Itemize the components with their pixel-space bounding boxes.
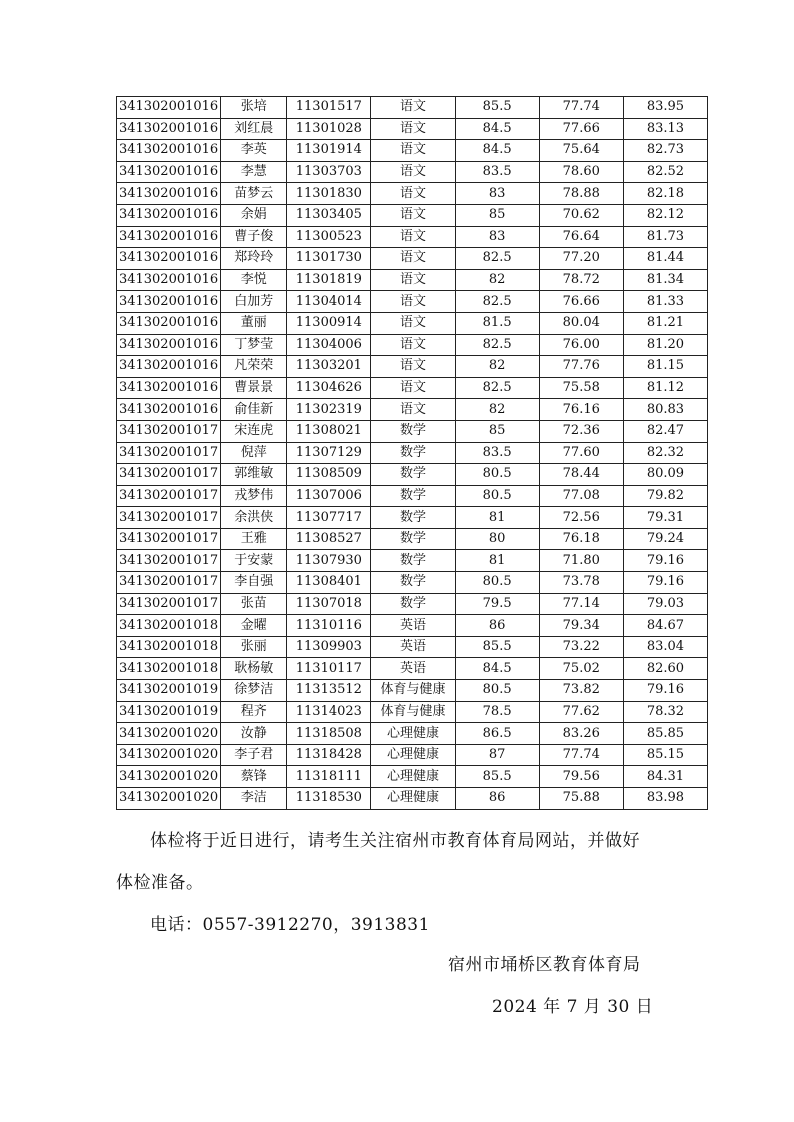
candidate-name-cell: 凡荣荣: [221, 356, 287, 378]
candidate-name-cell: 张丽: [221, 636, 287, 658]
total-score-cell: 82.18: [623, 183, 707, 205]
exam-number-cell: 11308509: [287, 464, 371, 486]
interview-score-cell: 77.60: [539, 442, 623, 464]
table-row: [117, 248, 708, 270]
candidate-name-cell: 张培: [221, 97, 287, 119]
candidate-name-cell: 李洁: [221, 788, 287, 810]
total-score-cell: 82.32: [623, 442, 707, 464]
total-score-cell: 79.16: [623, 572, 707, 594]
candidate-name-cell: 余洪侠: [221, 507, 287, 529]
written-score-cell: 86: [455, 788, 539, 810]
total-score-cell: 78.32: [623, 701, 707, 723]
written-score-cell: 81.5: [455, 312, 539, 334]
table-row: [117, 464, 708, 486]
exam-number-cell: 11303201: [287, 356, 371, 378]
exam-number-cell: 11314023: [287, 701, 371, 723]
notice-line-1: 体检将于近日进行，请考生关注宿州市教育体育局网站，并做好: [150, 831, 640, 851]
written-score-cell: 82.5: [455, 248, 539, 270]
position-code-cell: 341302001016: [117, 183, 221, 205]
written-score-cell: 85: [455, 420, 539, 442]
written-score-cell: 85.5: [455, 97, 539, 119]
table-row: [117, 442, 708, 464]
exam-number-cell: 11310116: [287, 615, 371, 637]
position-code-cell: 341302001017: [117, 572, 221, 594]
table-row: [117, 334, 708, 356]
position-code-cell: 341302001016: [117, 291, 221, 313]
interview-score-cell: 73.78: [539, 572, 623, 594]
table-row: [117, 550, 708, 572]
exam-number-cell: 11318428: [287, 744, 371, 766]
written-score-cell: 82.5: [455, 377, 539, 399]
interview-score-cell: 77.20: [539, 248, 623, 270]
interview-score-cell: 75.02: [539, 658, 623, 680]
total-score-cell: 79.16: [623, 680, 707, 702]
position-code-cell: 341302001016: [117, 161, 221, 183]
exam-number-cell: 11313512: [287, 680, 371, 702]
total-score-cell: 84.31: [623, 766, 707, 788]
exam-number-cell: 11307717: [287, 507, 371, 529]
interview-score-cell: 77.08: [539, 485, 623, 507]
subject-cell: 语文: [371, 140, 455, 162]
candidate-name-cell: 倪萍: [221, 442, 287, 464]
exam-number-cell: 11301517: [287, 97, 371, 119]
written-score-cell: 80.5: [455, 680, 539, 702]
table-row: [117, 291, 708, 313]
written-score-cell: 79.5: [455, 593, 539, 615]
subject-cell: 语文: [371, 291, 455, 313]
exam-number-cell: 11318508: [287, 723, 371, 745]
candidate-name-cell: 郑玲玲: [221, 248, 287, 270]
interview-score-cell: 73.22: [539, 636, 623, 658]
subject-cell: 语文: [371, 377, 455, 399]
candidate-name-cell: 余娟: [221, 204, 287, 226]
position-code-cell: 341302001016: [117, 269, 221, 291]
table-row: [117, 226, 708, 248]
written-score-cell: 85.5: [455, 766, 539, 788]
written-score-cell: 82: [455, 269, 539, 291]
interview-score-cell: 76.66: [539, 291, 623, 313]
interview-score-cell: 80.04: [539, 312, 623, 334]
subject-cell: 语文: [371, 312, 455, 334]
table-row: [117, 593, 708, 615]
subject-cell: 数学: [371, 485, 455, 507]
interview-score-cell: 78.44: [539, 464, 623, 486]
interview-score-cell: 79.56: [539, 766, 623, 788]
subject-cell: 数学: [371, 442, 455, 464]
exam-number-cell: 11308401: [287, 572, 371, 594]
table-row: [117, 615, 708, 637]
written-score-cell: 82: [455, 356, 539, 378]
position-code-cell: 341302001020: [117, 723, 221, 745]
table-row: [117, 636, 708, 658]
position-code-cell: 341302001016: [117, 97, 221, 119]
issue-date: 2024 年 7 月 30 日: [492, 997, 654, 1017]
candidate-name-cell: 戎梦伟: [221, 485, 287, 507]
total-score-cell: 80.09: [623, 464, 707, 486]
candidate-name-cell: 耿杨敏: [221, 658, 287, 680]
candidate-name-cell: 白加芳: [221, 291, 287, 313]
subject-cell: 数学: [371, 507, 455, 529]
subject-cell: 英语: [371, 658, 455, 680]
exam-number-cell: 11301914: [287, 140, 371, 162]
interview-score-cell: 70.62: [539, 204, 623, 226]
exam-number-cell: 11307018: [287, 593, 371, 615]
written-score-cell: 80.5: [455, 485, 539, 507]
subject-cell: 数学: [371, 593, 455, 615]
table-row: [117, 507, 708, 529]
table-row: [117, 723, 708, 745]
subject-cell: 数学: [371, 572, 455, 594]
table-row: [117, 766, 708, 788]
position-code-cell: 341302001016: [117, 140, 221, 162]
subject-cell: 语文: [371, 248, 455, 270]
subject-cell: 语文: [371, 356, 455, 378]
exam-number-cell: 11304014: [287, 291, 371, 313]
written-score-cell: 83: [455, 183, 539, 205]
total-score-cell: 85.15: [623, 744, 707, 766]
interview-score-cell: 77.66: [539, 118, 623, 140]
interview-score-cell: 71.80: [539, 550, 623, 572]
subject-cell: 心理健康: [371, 723, 455, 745]
exam-number-cell: 11303405: [287, 204, 371, 226]
written-score-cell: 84.5: [455, 658, 539, 680]
total-score-cell: 81.15: [623, 356, 707, 378]
candidate-name-cell: 徐梦洁: [221, 680, 287, 702]
total-score-cell: 81.34: [623, 269, 707, 291]
written-score-cell: 86: [455, 615, 539, 637]
subject-cell: 体育与健康: [371, 701, 455, 723]
written-score-cell: 83: [455, 226, 539, 248]
total-score-cell: 82.47: [623, 420, 707, 442]
exam-number-cell: 11309903: [287, 636, 371, 658]
subject-cell: 英语: [371, 615, 455, 637]
position-code-cell: 341302001020: [117, 766, 221, 788]
interview-score-cell: 83.26: [539, 723, 623, 745]
candidate-name-cell: 李自强: [221, 572, 287, 594]
total-score-cell: 81.33: [623, 291, 707, 313]
written-score-cell: 80.5: [455, 464, 539, 486]
subject-cell: 英语: [371, 636, 455, 658]
exam-number-cell: 11307006: [287, 485, 371, 507]
candidate-name-cell: 李子君: [221, 744, 287, 766]
written-score-cell: 83.5: [455, 161, 539, 183]
subject-cell: 语文: [371, 161, 455, 183]
interview-score-cell: 75.58: [539, 377, 623, 399]
candidate-name-cell: 金曜: [221, 615, 287, 637]
written-score-cell: 82: [455, 399, 539, 421]
interview-score-cell: 75.64: [539, 140, 623, 162]
exam-number-cell: 11302319: [287, 399, 371, 421]
issuer: 宿州市埇桥区教育体育局: [448, 955, 641, 975]
table-row: [117, 744, 708, 766]
interview-score-cell: 78.72: [539, 269, 623, 291]
candidate-name-cell: 蔡锋: [221, 766, 287, 788]
table-row: [117, 788, 708, 810]
candidate-name-cell: 郭维敏: [221, 464, 287, 486]
candidate-name-cell: 宋连虎: [221, 420, 287, 442]
table-row: [117, 420, 708, 442]
table-row: [117, 701, 708, 723]
position-code-cell: 341302001019: [117, 680, 221, 702]
candidate-name-cell: 张苗: [221, 593, 287, 615]
interview-score-cell: 76.18: [539, 528, 623, 550]
subject-cell: 数学: [371, 550, 455, 572]
results-table-body: [117, 97, 708, 810]
position-code-cell: 341302001017: [117, 593, 221, 615]
subject-cell: 语文: [371, 334, 455, 356]
total-score-cell: 81.21: [623, 312, 707, 334]
position-code-cell: 341302001016: [117, 118, 221, 140]
written-score-cell: 81: [455, 507, 539, 529]
candidate-name-cell: 丁梦莹: [221, 334, 287, 356]
exam-number-cell: 11304626: [287, 377, 371, 399]
position-code-cell: 341302001017: [117, 550, 221, 572]
candidate-name-cell: 于安蒙: [221, 550, 287, 572]
table-row: [117, 356, 708, 378]
candidate-name-cell: 程齐: [221, 701, 287, 723]
table-row: [117, 161, 708, 183]
interview-score-cell: 76.00: [539, 334, 623, 356]
interview-score-cell: 78.60: [539, 161, 623, 183]
exam-number-cell: 11300914: [287, 312, 371, 334]
total-score-cell: 82.12: [623, 204, 707, 226]
position-code-cell: 341302001019: [117, 701, 221, 723]
table-row: [117, 269, 708, 291]
table-row: [117, 312, 708, 334]
position-code-cell: 341302001017: [117, 442, 221, 464]
table-row: [117, 377, 708, 399]
interview-score-cell: 73.82: [539, 680, 623, 702]
exam-number-cell: 11308021: [287, 420, 371, 442]
subject-cell: 数学: [371, 528, 455, 550]
subject-cell: 语文: [371, 204, 455, 226]
written-score-cell: 78.5: [455, 701, 539, 723]
position-code-cell: 341302001018: [117, 658, 221, 680]
position-code-cell: 341302001016: [117, 334, 221, 356]
position-code-cell: 341302001016: [117, 248, 221, 270]
interview-score-cell: 77.14: [539, 593, 623, 615]
written-score-cell: 84.5: [455, 140, 539, 162]
exam-number-cell: 11308527: [287, 528, 371, 550]
candidate-name-cell: 曹子俊: [221, 226, 287, 248]
written-score-cell: 80.5: [455, 572, 539, 594]
table-row: [117, 140, 708, 162]
table-row: [117, 680, 708, 702]
subject-cell: 心理健康: [371, 766, 455, 788]
position-code-cell: 341302001017: [117, 485, 221, 507]
total-score-cell: 79.03: [623, 593, 707, 615]
exam-number-cell: 11318111: [287, 766, 371, 788]
written-score-cell: 87: [455, 744, 539, 766]
notice-line-2: 体检准备。: [116, 873, 204, 893]
total-score-cell: 81.73: [623, 226, 707, 248]
subject-cell: 体育与健康: [371, 680, 455, 702]
total-score-cell: 79.31: [623, 507, 707, 529]
candidate-name-cell: 刘红晨: [221, 118, 287, 140]
position-code-cell: 341302001017: [117, 528, 221, 550]
candidate-name-cell: 李悦: [221, 269, 287, 291]
written-score-cell: 82.5: [455, 334, 539, 356]
candidate-name-cell: 曹景景: [221, 377, 287, 399]
exam-number-cell: 11307930: [287, 550, 371, 572]
total-score-cell: 83.04: [623, 636, 707, 658]
candidate-name-cell: 俞佳新: [221, 399, 287, 421]
written-score-cell: 85: [455, 204, 539, 226]
written-score-cell: 84.5: [455, 118, 539, 140]
results-table: [116, 96, 708, 810]
subject-cell: 语文: [371, 226, 455, 248]
candidate-name-cell: 苗梦云: [221, 183, 287, 205]
interview-score-cell: 72.36: [539, 420, 623, 442]
exam-number-cell: 11307129: [287, 442, 371, 464]
candidate-name-cell: 李慧: [221, 161, 287, 183]
exam-number-cell: 11303703: [287, 161, 371, 183]
position-code-cell: 341302001020: [117, 744, 221, 766]
interview-score-cell: 72.56: [539, 507, 623, 529]
candidate-name-cell: 王雅: [221, 528, 287, 550]
exam-number-cell: 11300523: [287, 226, 371, 248]
written-score-cell: 85.5: [455, 636, 539, 658]
interview-score-cell: 75.88: [539, 788, 623, 810]
subject-cell: 数学: [371, 420, 455, 442]
total-score-cell: 82.60: [623, 658, 707, 680]
position-code-cell: 341302001018: [117, 615, 221, 637]
table-row: [117, 658, 708, 680]
interview-score-cell: 77.76: [539, 356, 623, 378]
interview-score-cell: 77.74: [539, 97, 623, 119]
table-row: [117, 485, 708, 507]
total-score-cell: 79.82: [623, 485, 707, 507]
interview-score-cell: 76.64: [539, 226, 623, 248]
subject-cell: 语文: [371, 269, 455, 291]
written-score-cell: 82.5: [455, 291, 539, 313]
position-code-cell: 341302001016: [117, 204, 221, 226]
table-row: [117, 528, 708, 550]
interview-score-cell: 76.16: [539, 399, 623, 421]
phone-line: 电话：0557-3912270，3913831: [150, 915, 430, 935]
position-code-cell: 341302001016: [117, 312, 221, 334]
position-code-cell: 341302001016: [117, 399, 221, 421]
total-score-cell: 81.20: [623, 334, 707, 356]
position-code-cell: 341302001017: [117, 507, 221, 529]
table-row: [117, 204, 708, 226]
written-score-cell: 80: [455, 528, 539, 550]
table-row: [117, 572, 708, 594]
subject-cell: 数学: [371, 464, 455, 486]
subject-cell: 心理健康: [371, 744, 455, 766]
total-score-cell: 85.85: [623, 723, 707, 745]
interview-score-cell: 78.88: [539, 183, 623, 205]
exam-number-cell: 11301819: [287, 269, 371, 291]
position-code-cell: 341302001016: [117, 226, 221, 248]
total-score-cell: 79.16: [623, 550, 707, 572]
exam-number-cell: 11301830: [287, 183, 371, 205]
position-code-cell: 341302001018: [117, 636, 221, 658]
table-row: [117, 97, 708, 119]
subject-cell: 语文: [371, 118, 455, 140]
subject-cell: 心理健康: [371, 788, 455, 810]
written-score-cell: 83.5: [455, 442, 539, 464]
total-score-cell: 79.24: [623, 528, 707, 550]
total-score-cell: 84.67: [623, 615, 707, 637]
exam-number-cell: 11318530: [287, 788, 371, 810]
position-code-cell: 341302001020: [117, 788, 221, 810]
total-score-cell: 80.83: [623, 399, 707, 421]
total-score-cell: 83.13: [623, 118, 707, 140]
interview-score-cell: 77.62: [539, 701, 623, 723]
table-row: [117, 399, 708, 421]
subject-cell: 语文: [371, 97, 455, 119]
total-score-cell: 81.12: [623, 377, 707, 399]
total-score-cell: 82.73: [623, 140, 707, 162]
candidate-name-cell: 李英: [221, 140, 287, 162]
subject-cell: 语文: [371, 399, 455, 421]
interview-score-cell: 77.74: [539, 744, 623, 766]
total-score-cell: 83.95: [623, 97, 707, 119]
total-score-cell: 81.44: [623, 248, 707, 270]
total-score-cell: 82.52: [623, 161, 707, 183]
table-row: [117, 183, 708, 205]
candidate-name-cell: 董丽: [221, 312, 287, 334]
candidate-name-cell: 汝静: [221, 723, 287, 745]
subject-cell: 语文: [371, 183, 455, 205]
interview-score-cell: 79.34: [539, 615, 623, 637]
exam-number-cell: 11301730: [287, 248, 371, 270]
exam-number-cell: 11304006: [287, 334, 371, 356]
position-code-cell: 341302001016: [117, 377, 221, 399]
exam-number-cell: 11310117: [287, 658, 371, 680]
position-code-cell: 341302001017: [117, 420, 221, 442]
position-code-cell: 341302001016: [117, 356, 221, 378]
position-code-cell: 341302001017: [117, 464, 221, 486]
written-score-cell: 86.5: [455, 723, 539, 745]
exam-number-cell: 11301028: [287, 118, 371, 140]
table-row: [117, 118, 708, 140]
total-score-cell: 83.98: [623, 788, 707, 810]
written-score-cell: 81: [455, 550, 539, 572]
